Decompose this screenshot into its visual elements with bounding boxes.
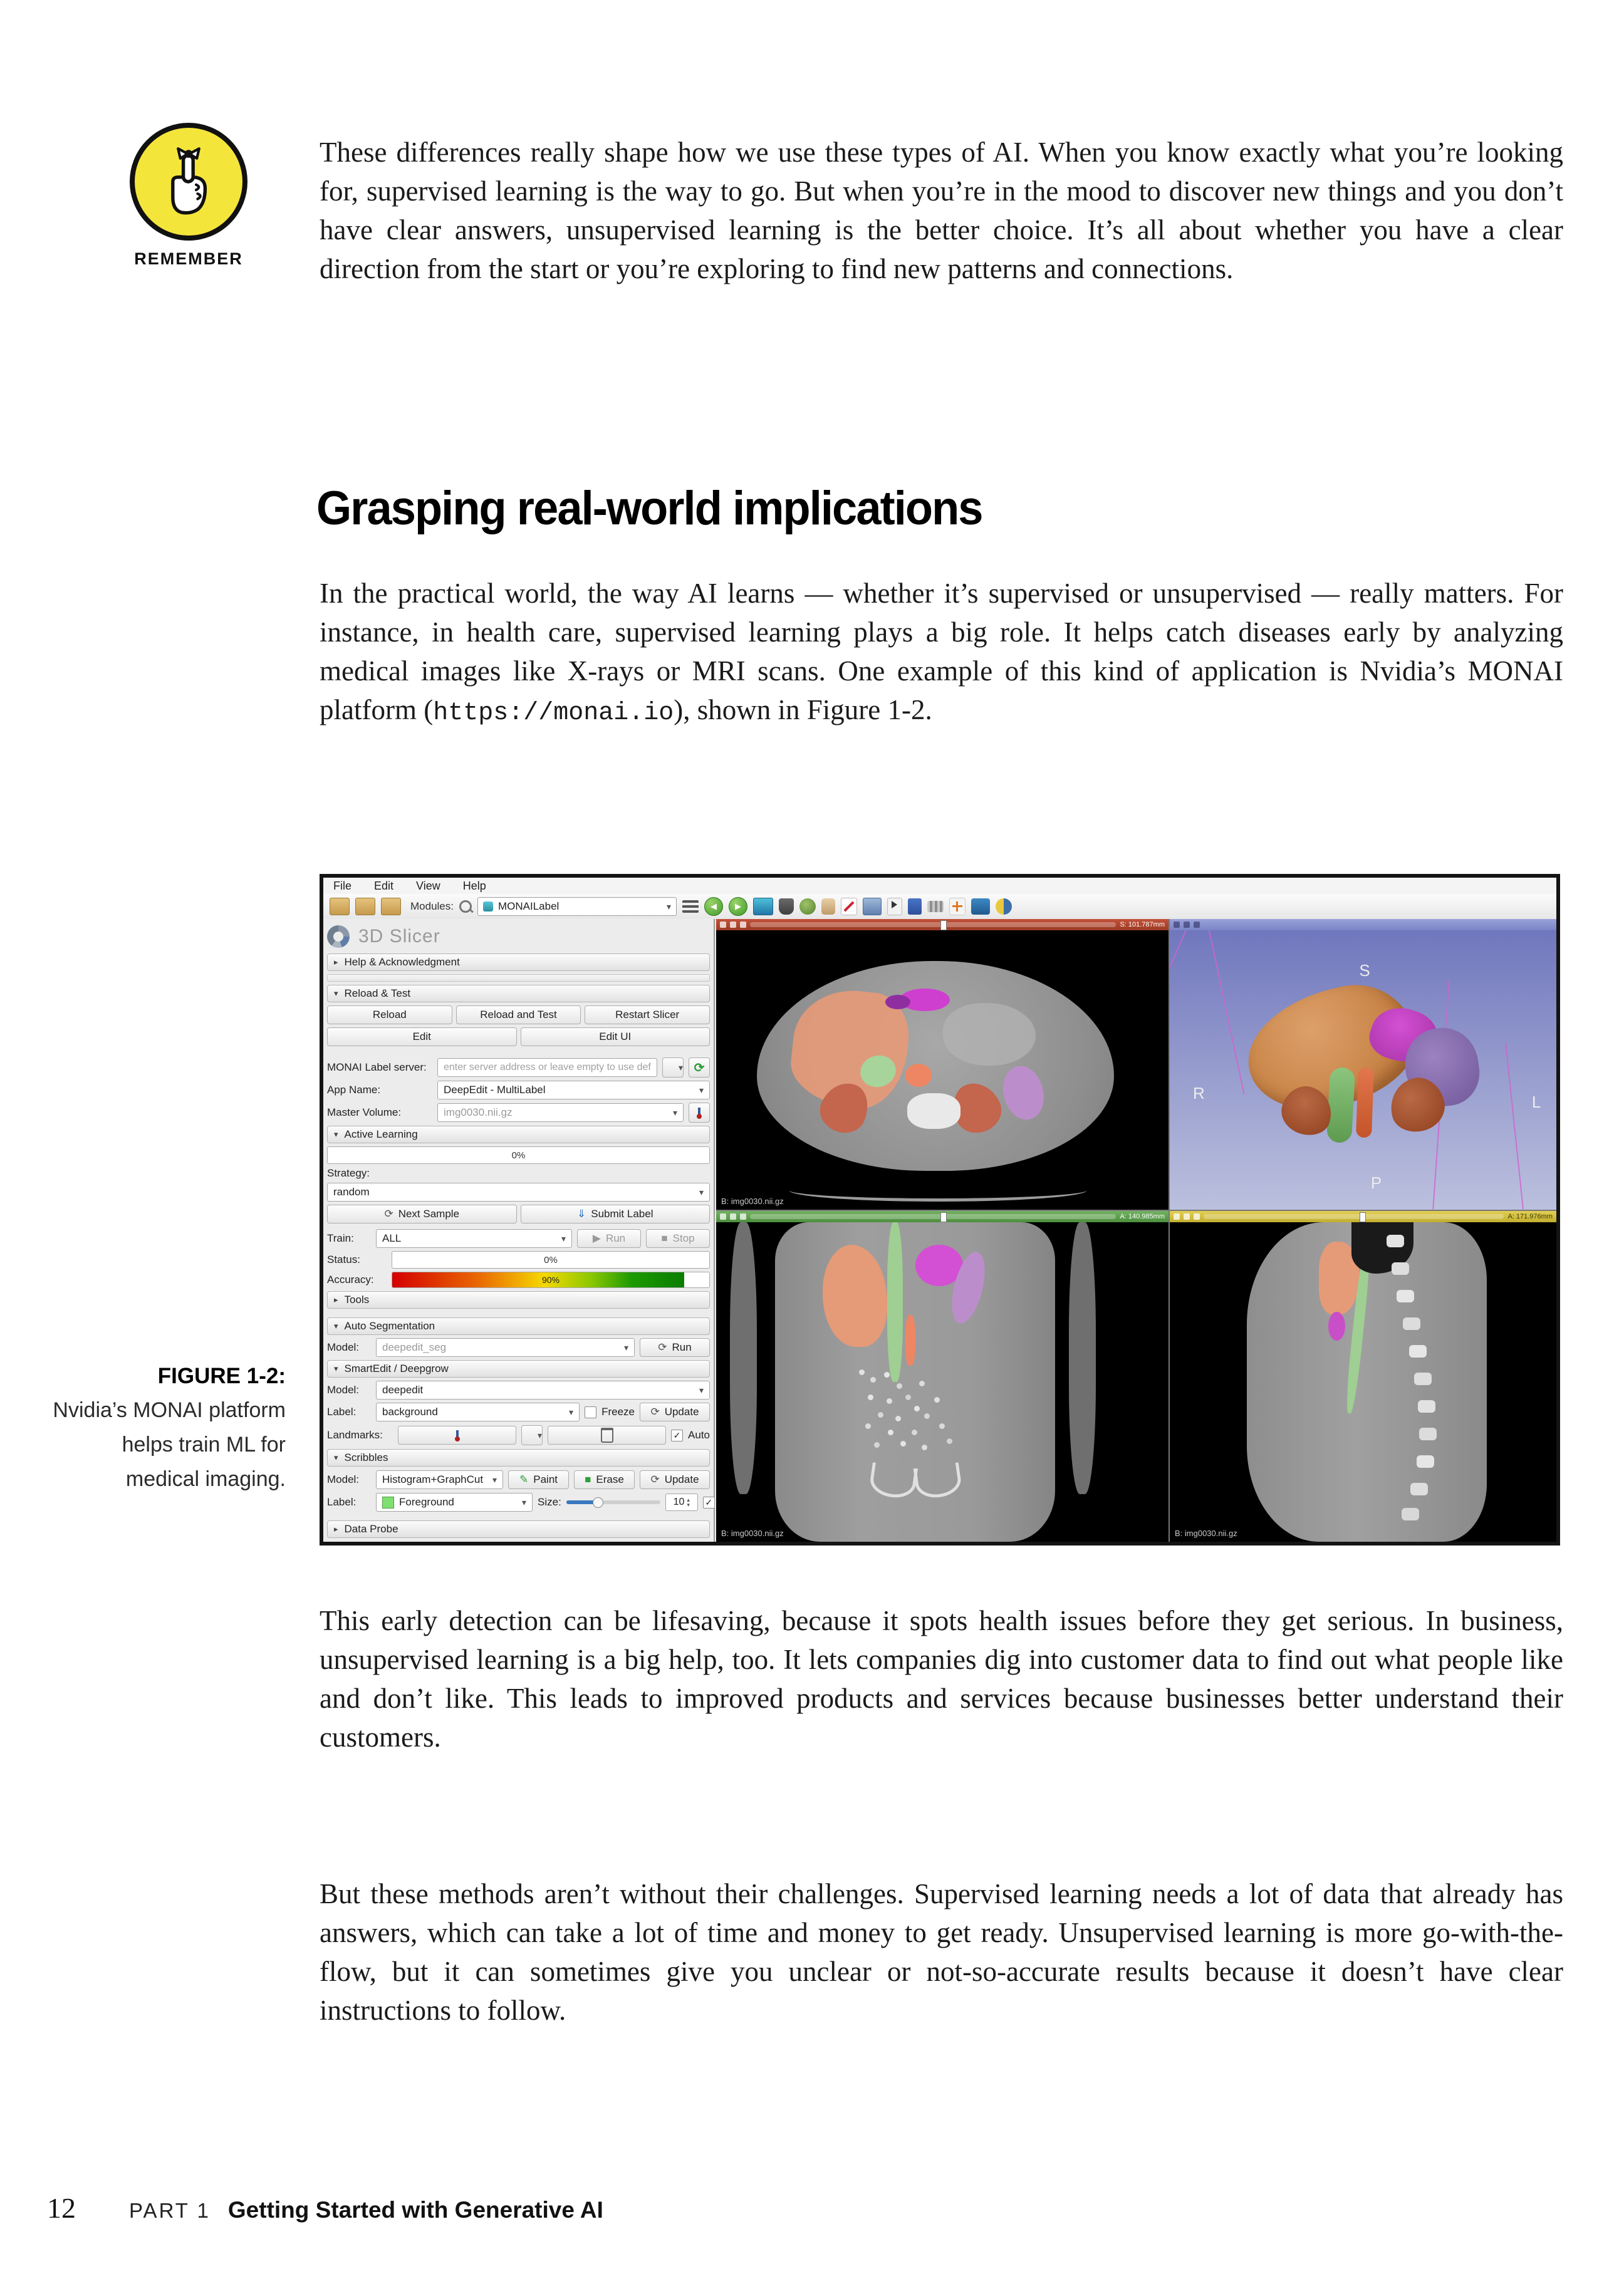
refresh-icon: ⟳ [650,1406,660,1418]
landmark-options-button[interactable] [521,1425,543,1445]
spleen-segment [997,1062,1049,1125]
threed-view[interactable] [1170,919,1556,1210]
edit-button[interactable] [327,1027,517,1046]
pin-icon [695,1106,704,1119]
help-acknowledgment-section[interactable] [327,953,710,971]
freeze-label: Freeze [601,1406,635,1418]
server-address-input[interactable] [437,1058,657,1077]
view-pin-icon[interactable] [1174,922,1180,928]
download-icon: ⇓ [577,1208,586,1220]
modules-label: Modules: [410,900,454,912]
button-label: Next Sample [398,1208,460,1220]
part-title: Getting Started with Generative AI [227,2197,603,2223]
module-back-icon[interactable]: ◀ [704,897,723,916]
label-row [327,1403,710,1421]
model-label: Model: [327,1341,360,1353]
favorite-module-icon[interactable] [753,898,773,915]
module-forward-icon[interactable]: ▶ [729,897,747,916]
reload-button[interactable] [327,1005,452,1024]
bowel-gas-speckles [859,1369,865,1375]
coronal-view[interactable] [716,1211,1169,1542]
paragraph-challenges: But these methods aren’t without their challenges. Supervised learning needs a lot of data that already has answers, which can take a lot of time and money to get ready. Unsupervised learning is more go-with-the-flow, but it can sometimes give you unclear or not-so-accurate results because it doesn’t have clear instructions to follow. [320,1878,1563,2026]
chevron-down-icon: ▾ [666,901,671,912]
brush-size-spinbox[interactable] [665,1493,698,1511]
auto-label: Auto [688,1429,710,1441]
coronal-slice-slider[interactable] [750,1214,1116,1219]
freeze-checkbox[interactable] [585,1406,596,1418]
strategy-label-row [327,1167,710,1180]
check-icon: ✓ [673,1430,681,1440]
button-label: Edit UI [599,1031,632,1042]
ruler-icon[interactable] [927,901,944,912]
crosshair-orange-icon[interactable] [949,898,966,915]
landmark-pin-icon [453,1429,462,1441]
chevron-down-icon: ▾ [678,1062,683,1073]
page-footer [47,2191,603,2225]
section-heading: Grasping real-world implications [316,482,982,535]
coronal-slice-offset: A: 140.985mm [1120,1213,1165,1220]
bowel-region [943,1003,1036,1066]
reload-and-test-button[interactable] [456,1005,581,1024]
next-sample-button[interactable] [327,1205,517,1223]
scribbles-label-row [327,1493,713,1512]
menu-file[interactable]: File [333,879,352,892]
landmarks-row [327,1425,710,1446]
slider-knob[interactable] [593,1497,603,1508]
scribbles-model-row [327,1470,710,1490]
vertebra [907,1093,961,1129]
volume-filename: B: img0030.nii.gz [1175,1529,1237,1538]
section-label: SmartEdit / Deepgrow [344,1363,449,1374]
module-selector[interactable] [477,897,677,916]
figure-caption [49,1359,286,1497]
accuracy-label: Accuracy: [327,1274,374,1286]
server-dropdown-button[interactable] [662,1057,684,1078]
view-pin-icon[interactable] [1174,1213,1180,1220]
chevron-down-icon: ▾ [561,1233,566,1244]
label-value: background [382,1406,438,1418]
hand-with-ribbon-icon [151,144,226,219]
liver-segment [823,1245,887,1347]
stomach-segment-dark [885,995,910,1009]
aorta-segment [905,1064,932,1087]
remember-icon [130,123,247,241]
sample-buttons-row [327,1205,710,1226]
caret-right-icon: ▸ [334,1524,338,1534]
module-history-icon[interactable] [682,900,699,913]
slider-handle[interactable] [940,1212,947,1222]
scribbles-label-select[interactable] [376,1493,533,1512]
section-label: Auto Segmentation [344,1320,435,1332]
coronal-view-banner[interactable] [716,1211,1169,1222]
chevron-down-icon: ▾ [537,1430,543,1440]
tools-section[interactable] [327,1291,710,1309]
play-icon: ▶ [592,1232,601,1244]
delete-landmarks-button[interactable] [548,1426,666,1445]
view-visibility-icon[interactable] [730,922,736,928]
view-link-icon[interactable] [740,922,746,928]
aorta-3d-model [1356,1067,1374,1137]
refresh-icon: ⟳ [650,1473,660,1485]
button-label: Submit Label [591,1208,653,1220]
vessel-segment [887,1222,903,1382]
master-volume-value: img0030.nii.gz [444,1106,513,1118]
section-label: Scribbles [344,1452,388,1463]
mouse-mode-icon[interactable] [887,898,902,915]
slider-handle[interactable] [940,920,947,930]
toolbar [323,894,1556,920]
module-panel [323,919,715,1542]
restart-slicer-button[interactable] [585,1005,710,1024]
submit-label-button[interactable] [521,1205,710,1223]
paragraph-differences: These differences really shape how we use these types of AI. When you know exactly what you’re looking for, supervised learning is the way to go. But when you’re in the mood to discover new things and you don’t have clear answers, unsupervised learning is the better choice. It’s all about whether you have a clear direction from the start or you’re exploring to find new patterns and connections. [320,137,1563,284]
panel-divider [327,974,710,982]
caret-right-icon: ▸ [334,957,338,967]
model-label: Model: [327,1384,360,1396]
axial-view[interactable] [716,919,1169,1210]
place-landmark-button[interactable] [398,1426,516,1445]
chevron-down-icon: ▾ [699,1384,704,1395]
spin-down-icon[interactable]: ▾ [687,1502,690,1508]
section-label: Data Probe [344,1523,398,1535]
strategy-label: Strategy: [327,1167,370,1179]
remember-label: REMEMBER [134,249,243,268]
scanner-table-line [789,1178,1088,1201]
panel-empty-space [327,1515,710,1517]
app-name-row [327,1081,710,1099]
master-volume-select[interactable] [437,1103,684,1122]
axis-left-label: L [1531,1092,1541,1111]
pelvis-bone [913,1462,962,1500]
vessel-3d-model [1326,1067,1355,1143]
part-label: PART 1 [129,2199,211,2222]
status-row [327,1251,710,1269]
refresh-icon: ⟳ [658,1341,667,1353]
train-stop-button[interactable] [646,1229,710,1248]
scribbles-update-button[interactable] [640,1470,710,1489]
slider-handle[interactable] [1360,1212,1366,1222]
caret-down-icon: ▾ [334,1321,338,1331]
page-number: 12 [47,2192,76,2224]
scribbles-model-value: Histogram+GraphCut [382,1473,484,1485]
view-pin-icon[interactable] [720,1213,726,1220]
scribbles-section[interactable] [327,1449,710,1467]
python-console-icon[interactable] [996,898,1012,915]
train-row [327,1229,710,1248]
eraser-icon: ■ [585,1473,591,1485]
chevron-down-icon: ▾ [623,1342,628,1353]
strategy-select[interactable] [327,1183,710,1202]
menu-view[interactable]: View [416,879,440,892]
strategy-value: random [333,1186,370,1198]
app-title: 3D Slicer [358,926,440,947]
volume-pin-button[interactable] [689,1103,710,1123]
button-label: Run [672,1341,692,1353]
app-name-select[interactable] [437,1081,710,1099]
sagittal-view[interactable] [1170,1211,1556,1542]
stomach-segment [1328,1312,1345,1341]
button-label: Update [664,1473,699,1485]
paint-icon: ✎ [519,1473,529,1485]
train-select[interactable] [376,1229,572,1248]
section-label: Reload & Test [344,987,411,999]
volume-filename: B: img0030.nii.gz [721,1529,784,1538]
axial-slice-slider[interactable] [750,922,1116,927]
active-learning-section[interactable] [327,1126,710,1143]
smartedit-model-row [327,1381,710,1400]
view-visibility-icon[interactable] [1184,1213,1190,1220]
button-label: Restart Slicer [615,1009,680,1021]
label-select[interactable] [376,1403,580,1421]
left-arm [730,1222,757,1494]
accuracy-row [327,1272,710,1288]
figure-caption-text: Nvidia’s MONAI platform helps train ML for medical imaging. [53,1398,286,1491]
chevron-down-icon: ▾ [569,1406,574,1417]
server-row [327,1057,710,1078]
button-label: Reload [372,1009,407,1021]
section-label: Active Learning [344,1128,418,1140]
threed-render-area[interactable] [1170,930,1556,1210]
view-pin-icon[interactable] [720,922,726,928]
monailabel-module-icon [483,901,493,912]
sagittal-slice-offset: A: 171.976mm [1507,1213,1553,1220]
autoseg-model-select[interactable] [376,1338,635,1357]
slicer-logo-icon [327,925,350,948]
monai-url: https://monai.io [433,699,674,727]
smartedit-model-select[interactable] [376,1381,710,1400]
train-run-button[interactable] [577,1229,641,1248]
sagittal-view-banner[interactable] [1170,1211,1556,1222]
stop-icon: ■ [661,1232,668,1244]
reload-test-section[interactable] [327,985,710,1002]
screenshot-icon[interactable] [971,898,990,915]
autoseg-run-button[interactable] [640,1338,710,1357]
sagittal-slice-image[interactable] [1170,1222,1556,1542]
training-progress-row [327,1146,710,1164]
extensions-icon[interactable] [779,898,794,915]
button-label: Edit [412,1031,431,1042]
strategy-row [327,1183,710,1202]
reload-buttons-row [327,1005,710,1024]
label-label: Label: [327,1496,357,1508]
spacer [327,1049,710,1054]
crosshair-red-icon[interactable] [841,898,857,915]
scribbles-label-value: Foreground [399,1496,454,1508]
edit-buttons-row [327,1027,710,1046]
spin-arrows-icon[interactable] [687,1497,690,1507]
spacer [327,1312,710,1314]
load-data-icon[interactable] [330,898,350,915]
threed-view-banner[interactable] [1170,919,1556,930]
size-label: Size: [538,1496,561,1508]
smartedit-update-button[interactable] [640,1403,710,1421]
master-volume-label: Master Volume: [327,1106,402,1118]
axial-slice-image[interactable] [716,930,1169,1210]
accuracy-value: 90% [541,1275,560,1285]
autoseg-model-row [327,1338,710,1357]
smartedit-model-value: deepedit [382,1384,424,1396]
server-refresh-button[interactable] [689,1057,710,1078]
server-label: MONAI Label server: [327,1061,427,1073]
training-progress-bar [327,1146,710,1164]
figure-1-2-screenshot [320,874,1560,1545]
paragraph-early-detection: This early detection can be lifesaving, because it spots health issues before they get serious. In business, unsupervised learning is a big help, too. It lets companies dig into customer data to find out what people like and don’t like. This leads to improved products and services because businesses better understand their customers. [320,1605,1563,1753]
right-arm [1069,1222,1096,1494]
aorta-segment [905,1315,915,1366]
button-label: Run [605,1232,626,1244]
train-label: Train: [327,1232,354,1244]
ct-cross-section [757,961,1114,1171]
view-layout-icon[interactable] [863,898,882,915]
trash-icon [601,1428,613,1443]
caret-right-icon: ▸ [334,1295,338,1304]
data-probe-section[interactable] [327,1520,710,1538]
brush-size-slider[interactable] [566,1500,660,1504]
button-label: Reload and Test [480,1009,557,1021]
ct-coronal-body [775,1222,1056,1542]
volume-filename: B: img0030.nii.gz [721,1197,784,1206]
pelvis-bone [868,1462,918,1500]
module-search-icon[interactable] [459,900,472,913]
coronal-slice-image[interactable] [716,1222,1169,1542]
model-label: Model: [327,1473,360,1485]
view-menu-icon[interactable] [1184,922,1190,928]
chevron-down-icon: ▾ [492,1474,497,1485]
spin-up-icon[interactable]: ▴ [687,1497,690,1503]
view-link-icon[interactable] [1194,1213,1200,1220]
label-label: Label: [327,1406,357,1418]
place-markup-icon[interactable] [908,898,922,915]
refresh-icon: ⟳ [384,1208,393,1220]
interaction-mode-icon[interactable] [821,898,835,915]
caret-down-icon: ▾ [334,1130,338,1139]
auto-segmentation-section[interactable] [327,1317,710,1335]
data-store-icon[interactable] [799,898,816,915]
load-dicom-icon[interactable] [355,898,375,915]
status-value: 0% [544,1254,558,1265]
autoseg-model-value: deepedit_seg [382,1341,447,1353]
module-selector-value: MONAILabel [497,900,560,912]
axial-view-banner[interactable] [716,919,1169,930]
status-progress-bar [392,1251,710,1269]
paragraph-text: In the practical world, the way AI learns — whether it’s supervised or unsupervised — really matters. For instance, in health care, supervised learning plays a big role. It helps catch diseases early by analyzing medical images like X-rays or MRI scans. One example of this kind of application is Nvidia’s MONAI platform ( [320,578,1563,725]
auto-checkbox[interactable] [671,1430,683,1441]
accuracy-bar [392,1272,710,1288]
button-label: Stop [672,1232,695,1244]
section-label: Tools [344,1294,370,1306]
vertebral-column [1387,1235,1404,1247]
scribbles-model-select[interactable] [376,1470,503,1489]
edit-ui-button[interactable] [521,1027,710,1046]
brush-size-value: 10 [673,1497,685,1507]
section-label: Help & Acknowledgment [344,956,460,968]
landmarks-label: Landmarks: [327,1429,383,1441]
smartedit-deepgrow-section[interactable] [327,1360,710,1378]
check-icon: ✓ [705,1497,713,1507]
foreground-color-swatch [382,1497,394,1509]
axis-superior-label: S [1359,961,1370,980]
view-maximize-icon[interactable] [1194,922,1200,928]
caret-down-icon: ▾ [334,1364,338,1373]
master-volume-row [327,1103,710,1123]
slice-viewer-grid [716,919,1556,1542]
status-label: Status: [327,1254,360,1265]
caret-down-icon: ▾ [334,1453,338,1462]
view-visibility-icon[interactable] [730,1213,736,1220]
button-label: Paint [533,1473,558,1485]
refresh-icon: ⟳ [694,1061,705,1075]
chevron-down-icon: ▾ [672,1107,677,1118]
threed-checkbox[interactable] [703,1497,715,1509]
paragraph-practical-world [320,574,1563,733]
axis-posterior-label: P [1370,1173,1382,1193]
view-link-icon[interactable] [740,1213,746,1220]
paint-button[interactable] [508,1470,569,1489]
menu-bar [323,878,1556,895]
app-name-value: DeepEdit - MultiLabel [444,1084,546,1096]
paragraph-text: ), shown in Figure 1-2. [674,694,932,725]
button-label: Update [664,1406,699,1418]
chevron-down-icon: ▾ [521,1497,526,1507]
progress-value: 0% [511,1150,526,1161]
figure-caption-title: FIGURE 1-2: [157,1364,286,1388]
axial-slice-offset: S: 101.787mm [1120,921,1165,928]
slider-fill [566,1500,595,1504]
menu-edit[interactable]: Edit [374,879,394,892]
remember-badge [123,123,254,269]
chevron-down-icon: ▾ [699,1084,704,1095]
sagittal-slice-slider[interactable] [1204,1214,1504,1219]
train-value: ALL [382,1232,402,1244]
app-logo-row [327,923,710,950]
caret-down-icon: ▾ [334,989,338,998]
app-name-label: App Name: [327,1084,381,1096]
axis-right-label: R [1193,1084,1205,1103]
menu-help[interactable]: Help [462,879,486,892]
chevron-down-icon: ▾ [699,1187,704,1197]
save-data-icon[interactable] [381,898,401,915]
erase-button[interactable] [574,1470,635,1489]
button-label: Erase [596,1473,624,1485]
